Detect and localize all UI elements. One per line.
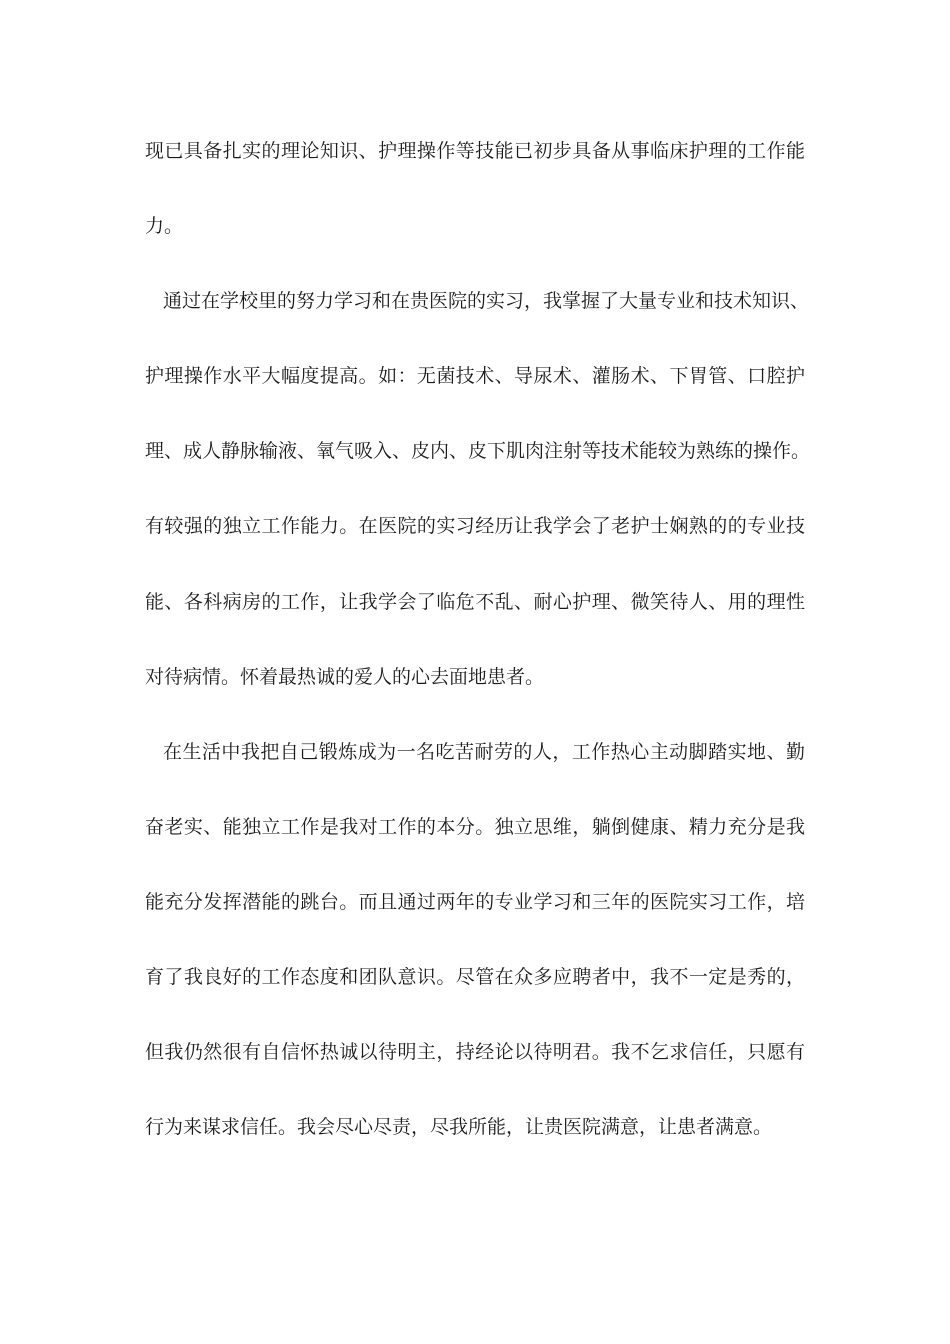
text-line: 但我仍然很有自信怀热诚以待明主，持经论以待明君。我不乞求信任，只愿有: [145, 1041, 805, 1064]
text-line: 奋老实、能独立工作是我对工作的本分。独立思维，躺倒健康、精力充分是我: [145, 815, 805, 838]
paragraph-first-line: 在生活中我把自己锻炼成为一名吃苦耐劳的人，工作热心主动脚踏实地、勤: [163, 740, 805, 763]
text-line: 行为来谋求信任。我会尽心尽责，尽我所能，让贵医院满意，让患者满意。: [145, 1116, 773, 1139]
text-line: 现已具备扎实的理论知识、护理操作等技能已初步具备从事临床护理的工作能: [145, 140, 805, 162]
text-line: 育了我良好的工作态度和团队意识。尽管在众多应聘者中，我不一定是秀的，: [145, 966, 805, 989]
text-line: 护理操作水平大幅度提高。如：无菌技术、导尿术、灌肠术、下胃管、口腔护: [145, 365, 805, 388]
text-line: 能、各科病房的工作，让我学会了临危不乱、耐心护理、微笑待人、用的理性: [145, 590, 805, 613]
text-line: 理、成人静脉输液、氧气吸入、皮内、皮下肌肉注射等技术能较为熟练的操作。: [145, 440, 811, 463]
text-line: 能充分发挥潜能的跳台。而且通过两年的专业学习和三年的医院实习工作，培: [145, 890, 805, 913]
body-text: [145, 129, 811, 1180]
text-line: 有较强的独立工作能力。在医院的实习经历让我学会了老护士娴熟的的专业技: [145, 515, 805, 538]
text-line: 对待病情。怀着最热诚的爱人的心去面地患者。: [145, 665, 545, 688]
text-line: 力。: [145, 215, 184, 238]
paragraph-first-line: 通过在学校里的努力学习和在贵医院的实习，我掌握了大量专业和技术知识、: [163, 290, 810, 313]
